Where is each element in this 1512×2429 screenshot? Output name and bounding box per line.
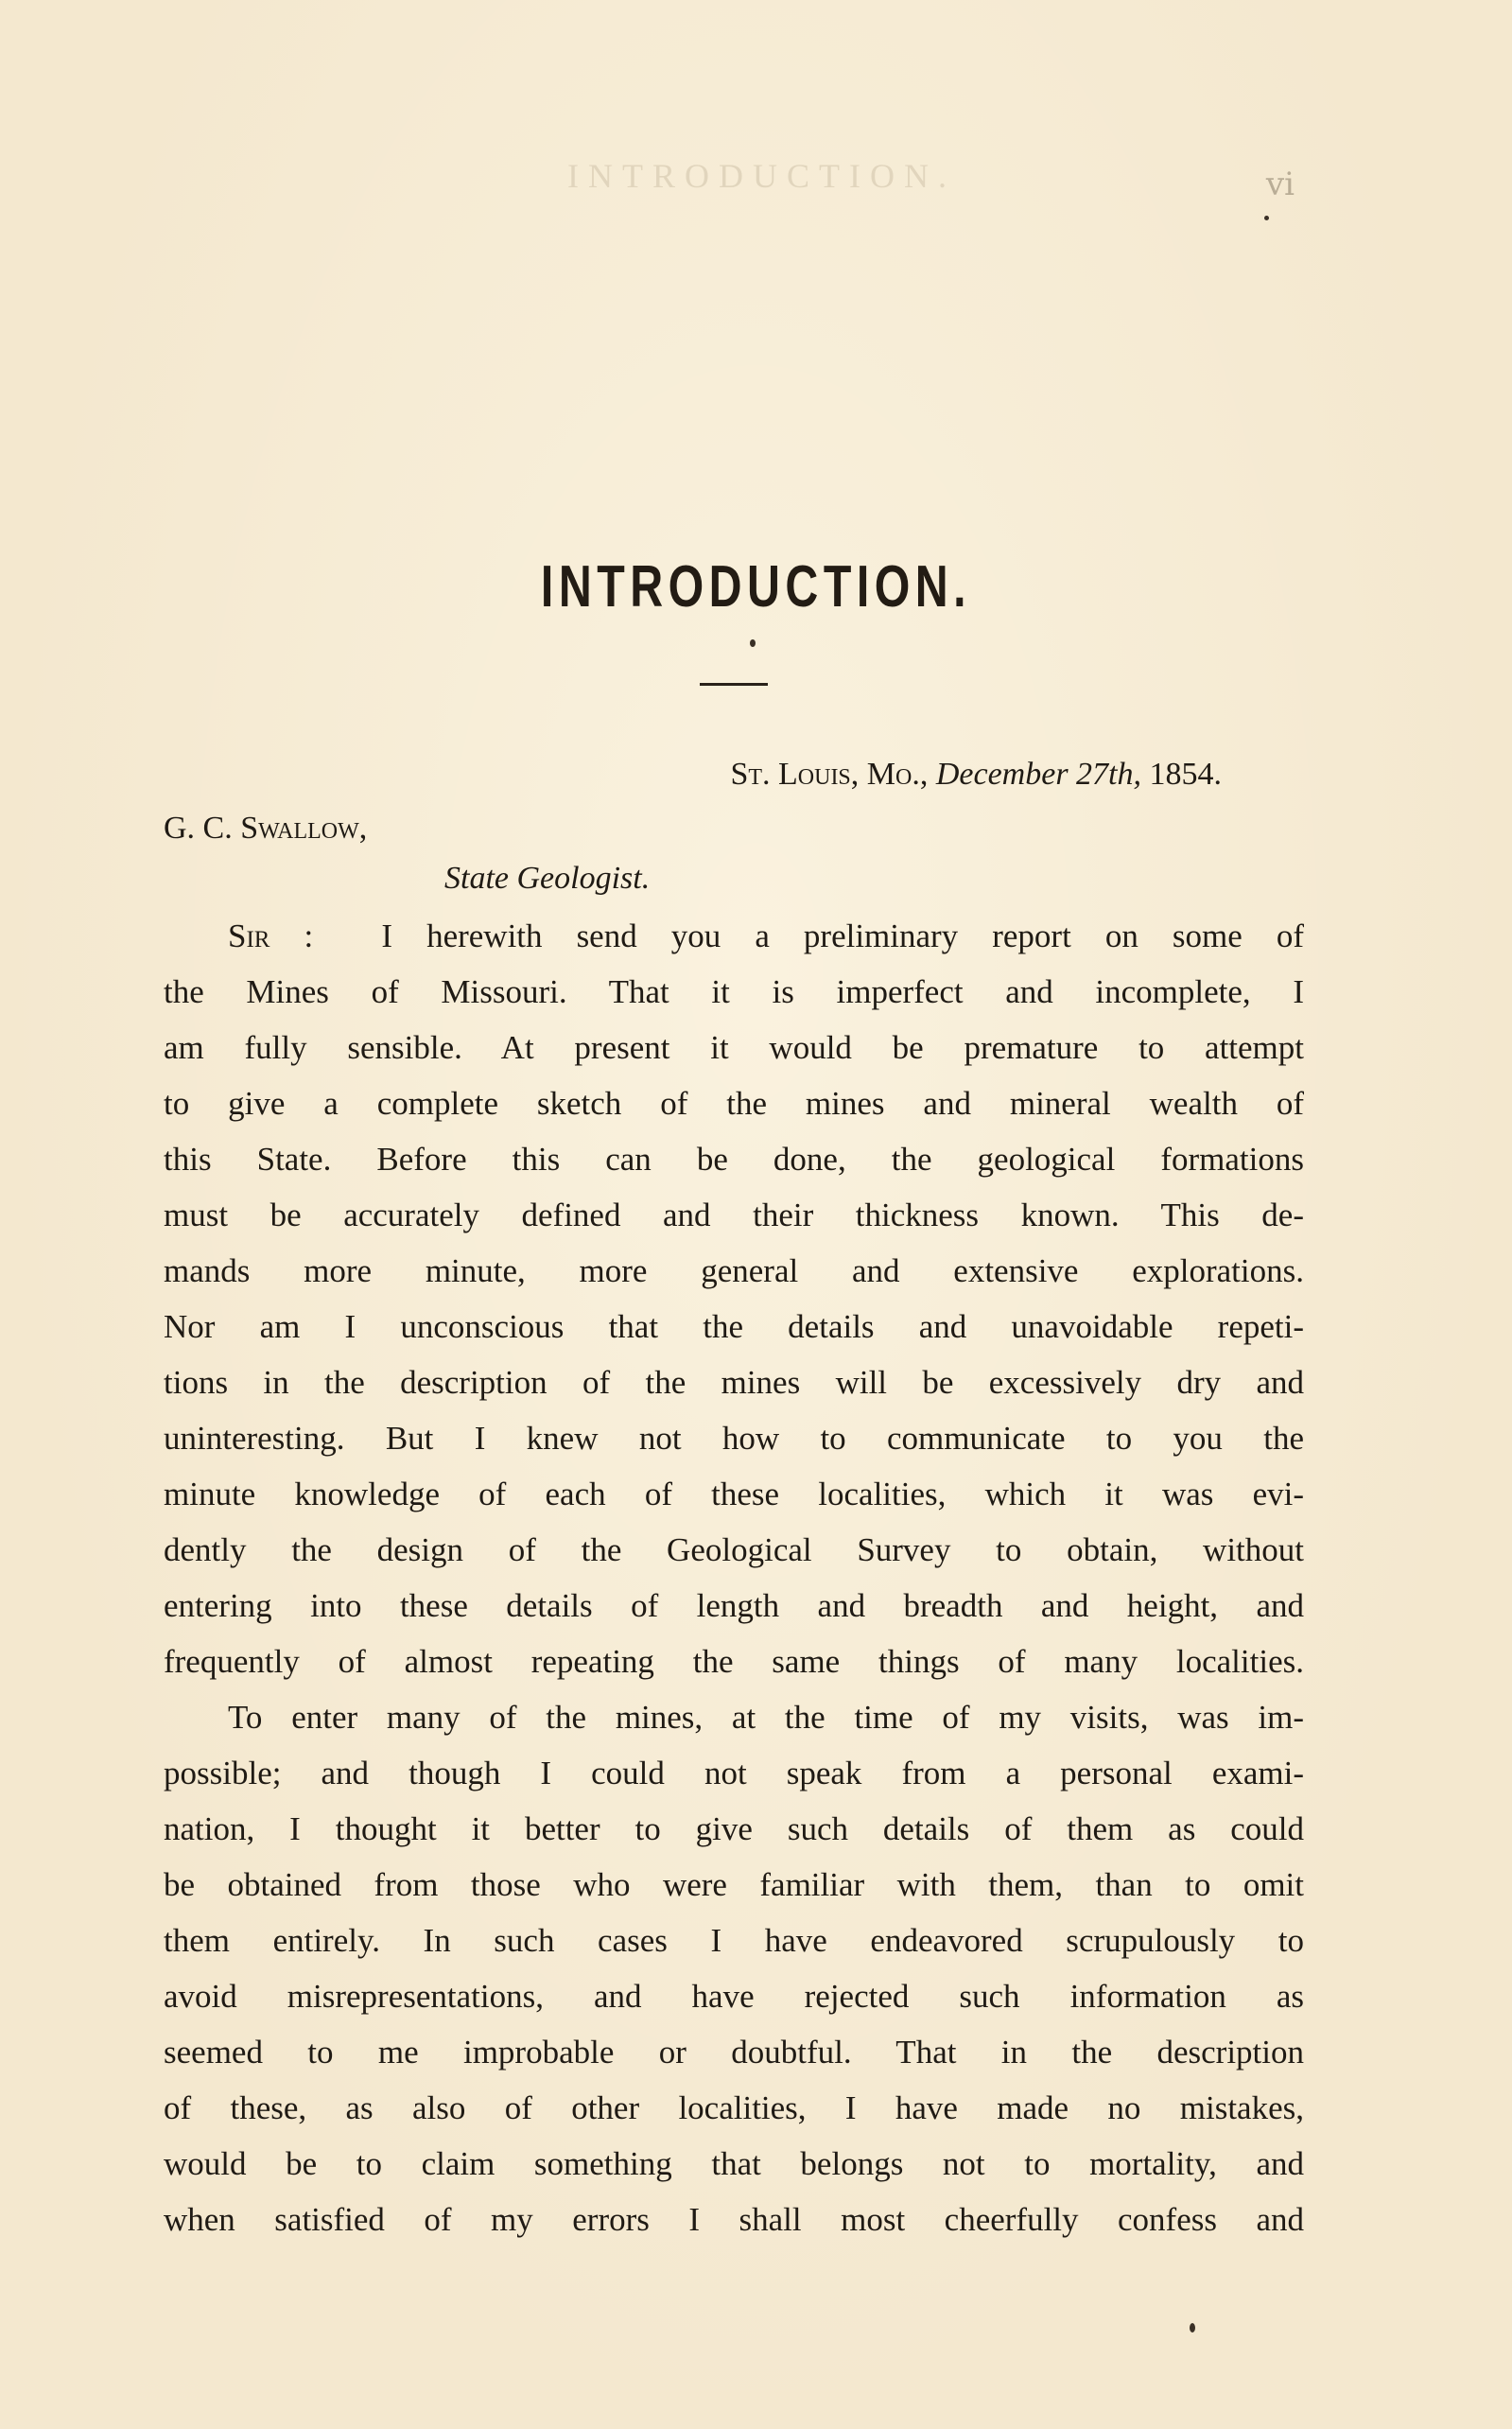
body-line-text: I herewith send you a preliminary report on some of	[381, 917, 1304, 954]
body-line: would be to claim something that belongs not to mortality, and	[164, 2145, 1304, 2182]
body-line: the Mines of Missouri. That it is imperfect and incomplete, I	[164, 973, 1304, 1010]
body-line: entering into these details of length and breadth and height, and	[164, 1587, 1304, 1624]
page-number: vi	[1265, 166, 1295, 203]
body-line: avoid misrepresentations, and have rejected such information as	[164, 1978, 1304, 2015]
dateline-place: St. Louis, Mo.,	[730, 757, 929, 792]
body-line: be obtained from those who were familiar with them, than to omit	[164, 1866, 1304, 1903]
body-line: nation, I thought it better to give such details of them as could	[164, 1810, 1304, 1847]
body-line	[164, 908, 1304, 964]
ink-speck	[750, 639, 756, 647]
body-line: them entirely. In such cases I have endeavored scrupulously to	[164, 1922, 1304, 1959]
body-line: dently the design of the Geological Survey to obtain, without	[164, 1531, 1304, 1568]
body-line: minute knowledge of each of these localities, which it was evi-	[164, 1476, 1304, 1512]
body-line: possible; and though I could not speak from a personal exami-	[164, 1755, 1304, 1791]
dateline-year: 1854.	[1149, 757, 1222, 792]
addressee-name: G. C. Swallow,	[164, 811, 368, 846]
ink-speck	[1264, 216, 1269, 220]
body-line: To enter many of the mines, at the time of my visits, was im-	[228, 1699, 1304, 1736]
dateline	[730, 757, 1222, 793]
addressee-title: State Geologist.	[444, 861, 651, 896]
body-line: tions in the description of the mines will be excessively dry and	[164, 1364, 1304, 1401]
body-line: seemed to me improbable or doubtful. That in the description	[164, 2034, 1304, 2071]
body-line: must be accurately defined and their thickness known. This de-	[164, 1197, 1304, 1233]
chapter-title: INTRODUCTION.	[540, 554, 972, 620]
body-line: when satisfied of my errors I shall most cheerfully confess and	[164, 2201, 1304, 2238]
ink-speck	[1190, 2323, 1195, 2333]
salutation: Sir :	[228, 917, 314, 954]
body-line: Nor am I unconscious that the details and unavoidable repeti-	[164, 1308, 1304, 1345]
body-line: am fully sensible. At present it would be premature to attempt	[164, 1029, 1304, 1066]
body-line: to give a complete sketch of the mines and mineral wealth of	[164, 1085, 1304, 1122]
dateline-date: December 27th,	[935, 757, 1141, 792]
body-line: mands more minute, more general and extensive explorations.	[164, 1252, 1304, 1289]
body-line: of these, as also of other localities, I have made no mistakes,	[164, 2089, 1304, 2126]
body-line: frequently of almost repeating the same things of many localities.	[164, 1643, 1304, 1680]
letter-body	[164, 908, 1304, 2247]
title-rule	[700, 683, 768, 686]
show-through-header: INTRODUCTION.	[567, 157, 956, 195]
body-line: uninteresting. But I knew not how to communicate to you the	[164, 1420, 1304, 1457]
body-line: this State. Before this can be done, the geological formations	[164, 1141, 1304, 1178]
